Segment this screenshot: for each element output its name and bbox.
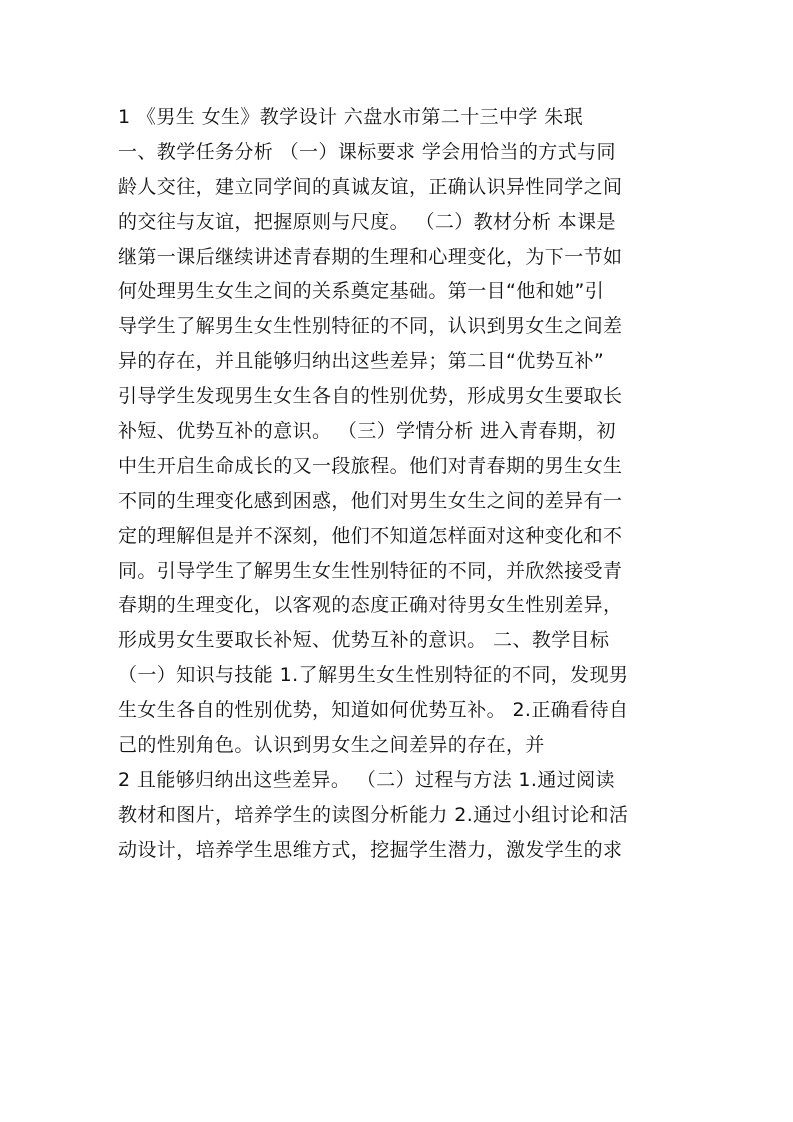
text-line: （一）知识与技能 1.了解男生女生性别特征的不同，发现男 bbox=[118, 664, 629, 687]
text-line: 补短、优势互补的意识。 （三）学情分析 进入青春期，初 bbox=[118, 420, 616, 443]
text-line: 何处理男生女生之间的关系奠定基础。第一目“他和她”引 bbox=[118, 280, 605, 303]
text-line: 引导学生发现男生女生各自的性别优势，形成男女生要取长 bbox=[118, 385, 623, 408]
text-line: 2 且能够归纳出这些差异。 （二）过程与方法 1.通过阅读 bbox=[118, 768, 615, 791]
text-line: 生女生各自的性别优势，知道如何优势互补。 2.正确看待自 bbox=[118, 699, 629, 722]
text-line: 动设计，培养学生思维方式，挖掘学生潜力，激发学生的求 bbox=[118, 838, 623, 861]
text-line: 同。引导学生了解男生女生性别特征的不同，并欣然接受青 bbox=[118, 559, 623, 582]
text-line: 中生开启生命成长的又一段旅程。他们对青春期的男生女生 bbox=[118, 454, 623, 477]
document-body bbox=[118, 100, 678, 868]
text-line: 不同的生理变化感到困惑，他们对男生女生之间的差异有一 bbox=[118, 489, 623, 512]
text-line: 己的性别角色。认识到男女生之间差异的存在，并 bbox=[118, 734, 545, 757]
text-line: 继第一课后继续讲述青春期的生理和心理变化，为下一节如 bbox=[118, 245, 623, 268]
text-line: 导学生了解男生女生性别特征的不同，认识到男女生之间差 bbox=[118, 315, 623, 338]
text-line: 一、教学任务分析 （一）课标要求 学会用恰当的方式与同 bbox=[118, 140, 616, 163]
text-line: 龄人交往，建立同学间的真诚友谊，正确认识异性同学之间 bbox=[118, 175, 623, 198]
text-line: 定的理解但是并不深刻，他们不知道怎样面对这种变化和不 bbox=[118, 524, 623, 547]
text-line: 异的存在，并且能够归纳出这些差异；第二目“优势互补” bbox=[118, 350, 605, 373]
text-line: 形成男女生要取长补短、优势互补的意识。 二、教学目标 bbox=[118, 629, 610, 652]
text-line: 1 《男生 女生》教学设计 六盘水市第二十三中学 朱珉 bbox=[118, 106, 584, 128]
text-line: 春期的生理变化，以客观的态度正确对待男女生性别差异， bbox=[118, 594, 623, 617]
text-line: 教材和图片，培养学生的读图分析能力 2.通过小组讨论和活 bbox=[118, 803, 629, 826]
text-line: 的交往与友谊，把握原则与尺度。 （二）教材分析 本课是 bbox=[118, 210, 616, 233]
